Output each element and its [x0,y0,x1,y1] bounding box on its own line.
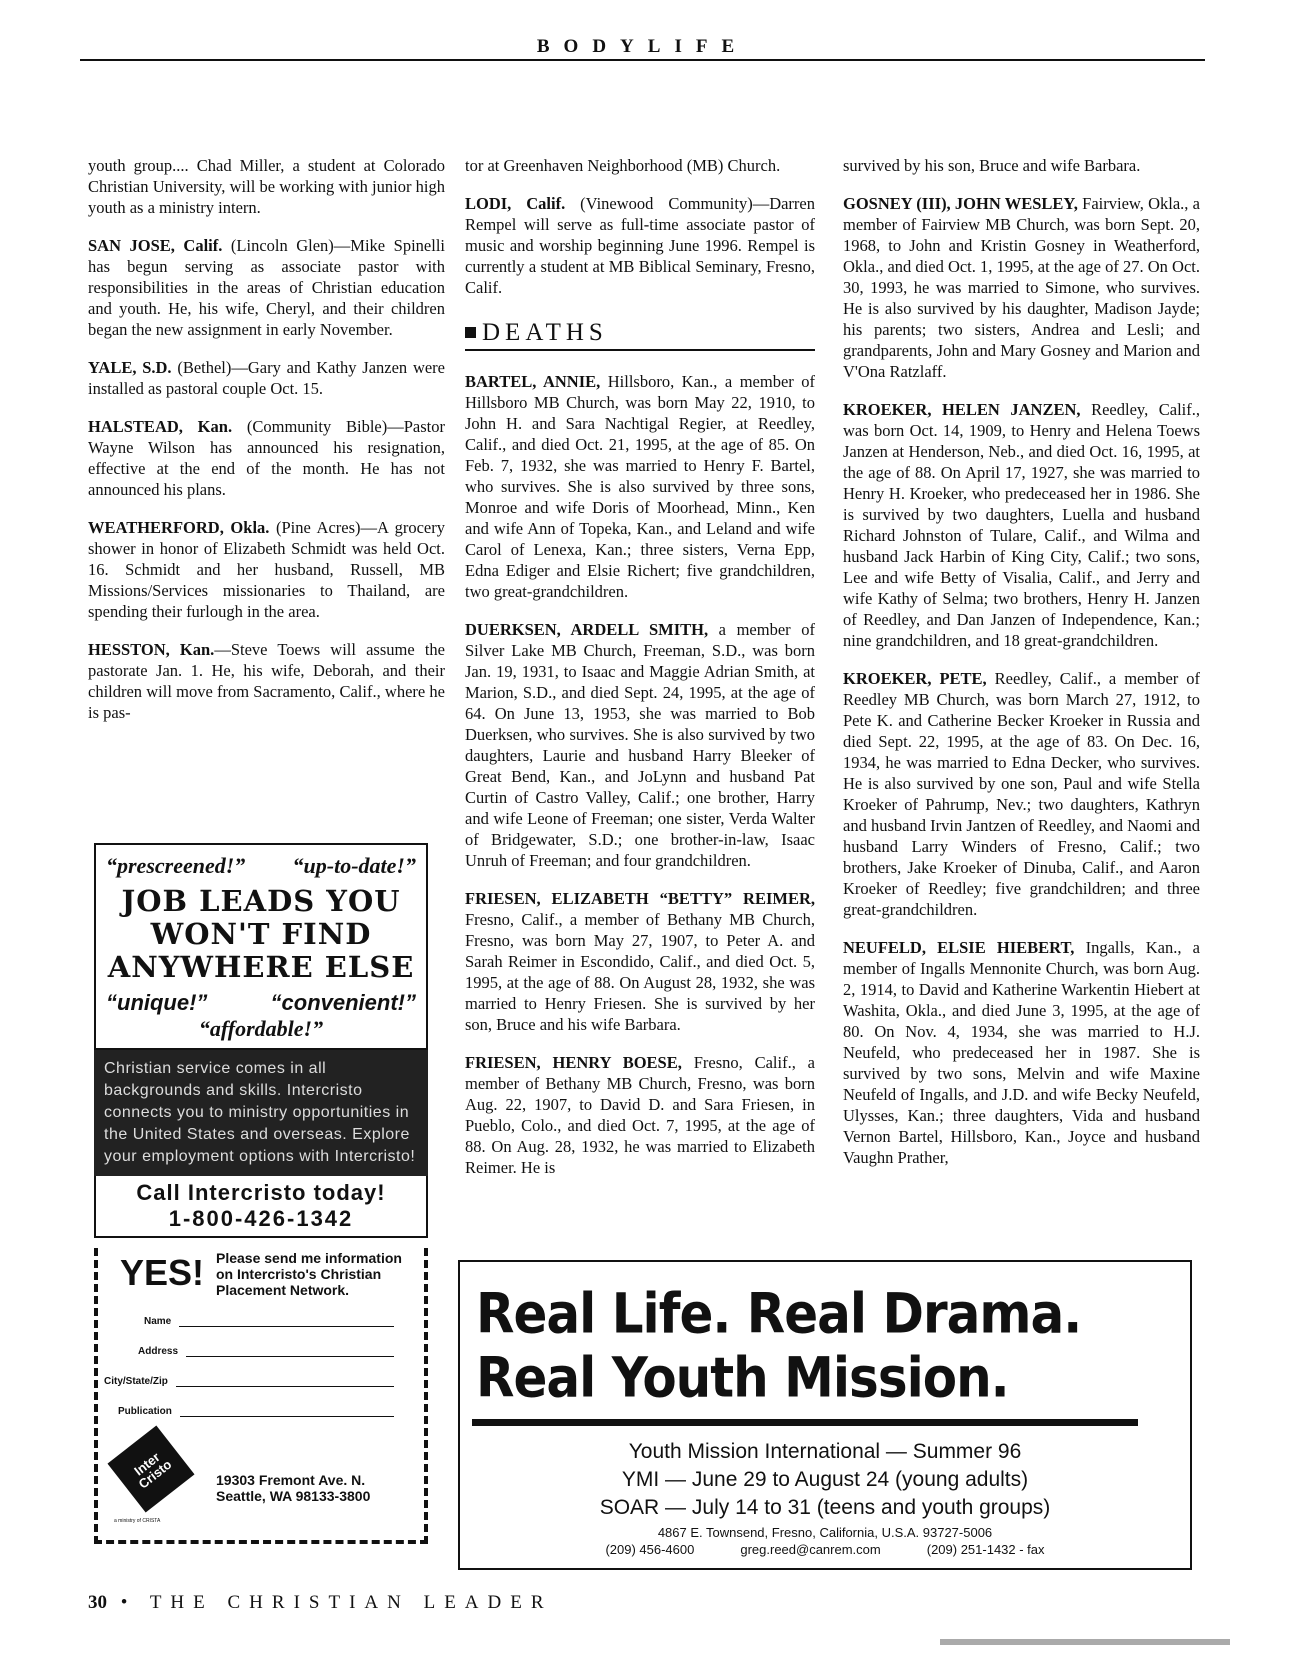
deaths-section-heading: DEATHS [465,322,815,351]
news-item: HALSTEAD, Kan. (Community Bible)—Pastor Wayne Wilson has announced his resignation, effective at the end of the month. He has not announced his plans. [88,417,445,499]
ad-quote: “up-to-date!” [292,853,416,878]
item-heading: LODI, Calif. [465,194,566,213]
column-2 [465,155,815,1195]
column-3 [843,155,1200,1185]
column-1 [88,155,445,740]
ministry-credit: a ministry of CRISTA [114,1518,161,1524]
intercristo-logo: Inter Cristo [107,1425,194,1512]
ad-headline-box [94,843,428,1050]
page-number: 30 [88,1592,107,1613]
scan-artifact-bar [940,1639,1230,1645]
obituary-name: KROEKER, PETE, [843,669,987,688]
coupon-field-address[interactable]: Address [104,1346,394,1357]
obituary: FRIESEN, ELIZABETH “BETTY” REIMER, Fresno, Calif., a member of Bethany MB Church, Fresno, was born May 27, 1907, to Peter A. and Sarah Reimer in Escondido, Calif., and died Oct. 5, 1995, at the age of 88. On August 28, 1932, she was married to Henry Friesen. She is survived by her son, Bruce and his wife Barbara. [465,889,815,1034]
ad-address: 19303 Fremont Ave. N. Seattle, WA 98133-3800 [216,1472,371,1504]
obituary: FRIESEN, HENRY BOESE, Fresno, Calif., a member of Bethany MB Church, Fresno, was born Aug. 22, 1907, to David D. and Sara Friesen, in Pueblo, Colo., and died Oct. 7, 1995, at the age of 88. On Aug. 28, 1932, he was married to Elizabeth Reimer. He is [465,1053,815,1177]
news-item: LODI, Calif. (Vinewood Community)—Darren Rempel will serve as full-time associate pastor of music and worship beginning June 1996. Rempel is currently a student at MB Biblical Seminary, Fresno, Calif. [465,194,815,297]
obituary: KROEKER, HELEN JANZEN, Reedley, Calif., was born Oct. 14, 1909, to Henry and Helena Toews Janzen at Henderson, Neb., and died Oct. 16, 1995, at the age of 88. On April 17, 1927, she was married to Henry H. Kroeker, who predeceased her in 1986. She is survived by two daughters, Luella and husband Richard Johnston of Tulare, Calif., and Wilma and husband Jack Harbin of King City, Calif.; two sons, Lee and wife Betty of Visalia, Calif., and Jerry and wife Kathy of Selma; two brothers, Henry H. Janzen of Reedley, and Dan Janzen of Independence, Kan.; nine grandchildren, and 18 great-grandchildren. [843,400,1201,650]
news-item: SAN JOSE, Calif. (Lincoln Glen)—Mike Spinelli has begun serving as associate pastor with responsibilities in the areas of Christian education and youth. He, his wife, Cheryl, and their children began the new assignment in early November. [88,236,445,339]
footer-bullet: • [120,1592,137,1613]
page-footer [88,1592,553,1614]
paragraph: survived by his son, Bruce and wife Barbara. [843,156,1141,175]
item-heading: WEATHERFORD, Okla. [88,518,270,537]
news-item: HESSTON, Kan.—Steve Toews will assume the pastorate Jan. 1. He, his wife, Deborah, and their children will move from Sacramento, Calif., where he is pas- [88,640,445,722]
item-heading: YALE, S.D. [88,358,172,377]
ad-body: Christian service comes in all backgrounds and skills. Intercristo connects you to ministry opportunities in the United States and overseas. Explore your employment options with Intercristo! [94,1050,428,1176]
obituary: GOSNEY (III), JOHN WESLEY, Fairview, Okla., a member of Fairview MB Church, was born Sept. 20, 1968, to John and Kristin Gosney in Weatherford, Okla., and died Oct. 1, 1995, at the age of 27. On Oct. 30, 1993, he was married to Simone, who survives. He is also survived by his daughter, Madison Jayde; his parents; two sisters, Andrea and Lesli; and grandparents, John and Mary Gosney and Marion and V'Ona Ratzlaff. [843,194,1200,381]
item-heading: HESSTON, Kan. [88,640,215,659]
running-header: BODYLIFE [536,36,749,57]
ymi-program-lines: Youth Mission International — Summer 96 YMI — June 29 to August 24 (young adults) SOAR — July 14 to 31 (teens and youth groups) [599,1440,1051,1519]
obituary-name: FRIESEN, ELIZABETH “BETTY” REIMER, [465,889,815,908]
ymi-ad [458,1260,1192,1570]
coupon-field-city[interactable]: City/State/Zip [104,1376,394,1387]
paragraph: youth group.... Chad Miller, a student at Colorado Christian University, will be working with junior high youth as a ministry intern. [88,156,445,217]
obituary-name: FRIESEN, HENRY BOESE, [465,1053,682,1072]
obituary-name: DUERKSEN, ARDELL SMITH, [465,620,709,639]
ymi-contact-info [460,1524,1190,1558]
ymi-headline: Real Life. Real Drama. Real Youth Mission. [476,1282,1082,1410]
ymi-address: 4867 E. Townsend, Fresno, California, U.S.A. 93727-5006 [657,1525,993,1540]
ad-quote: “unique!” [106,990,208,1015]
ad-quote: “affordable!” [198,1016,324,1041]
news-item: YALE, S.D. (Bethel)—Gary and Kathy Janzen were installed as pastoral couple Oct. 15. [88,358,446,398]
ymi-email: greg.reed@canrem.com [740,1542,881,1557]
obituary-name: GOSNEY (III), JOHN WESLEY, [843,194,1078,213]
item-heading: HALSTEAD, Kan. [88,417,233,436]
ymi-fax: (209) 251-1432 - fax [926,1542,1045,1557]
ymi-rule [472,1419,1138,1426]
paragraph: tor at Greenhaven Neighborhood (MB) Church. [465,156,781,175]
obituary: BARTEL, ANNIE, Hillsboro, Kan., a member of Hillsboro MB Church, was born May 22, 1910, to John H. and Sara Nachtigal Regier, at Reedley, Calif., and died Oct. 21, 1995, at the age of 85. On Feb. 7, 1932, she was married to Henry F. Bartel, who survives. She is also survived by three sons, Monroe and wife Doris of Moorhead, Minn., Ken and wife Ann of Topeka, Kan., and Leland and wife Carol of Lenexa, Kan.; three sisters, Verna Epp, Edna Ediger and Elsie Richert; five grandchildren, two great-grandchildren. [465,372,815,601]
obituary: DUERKSEN, ARDELL SMITH, a member of Silver Lake MB Church, Freeman, S.D., was born Jan. 19, 1931, to Isaac and Maggie Adrian Smith, at Marion, S.D., and died Sept. 24, 1995, at the age of 64. On June 13, 1953, she was married to Bob Duerksen, who survives. She is also survived by two daughters, Laurie and husband Harry Bleeker of Great Bend, Kan., and JoLynn and husband Pat Curtin of Castro Valley, Calif.; one brother, Harry and wife Leone of Freeman; one sister, Verda Walter of Bridgewater, S.D.; one brother-in-law, Isaac Unruh of Freeman; and four grandchildren. [465,620,815,870]
ad-call-text: Call Intercristo today! [136,1180,386,1205]
obituary: KROEKER, PETE, Reedley, Calif., a member of Reedley MB Church, was born March 27, 1912, to Pete K. and Catherine Becker Kroeker in Russia and died Sept. 22, 1995, at the age of 83. On Dec. 16, 1934, he was married to Edna Decker, who survives. He is also survived by one son, Paul and wife Stella Kroeker of Pahrump, Nev.; two daughters, Kathryn and husband Irvin Jantzen of Reedley, and Naomi and husband Larry Winders of Fresno, Calif.; two brothers, Jake Kroeker of Dinuba, Calif., and Aaron Kroeker of Reedley; five grandchildren; and three great-grandchildren. [843,669,1200,919]
obituary-name: KROEKER, HELEN JANZEN, [843,400,1081,419]
ad-headline: JOB LEADS YOU WON'T FIND ANYWHERE ELSE [107,884,415,984]
obituary-name: BARTEL, ANNIE, [465,372,601,391]
ymi-phone: (209) 456-4600 [605,1542,695,1557]
item-heading: SAN JOSE, Calif. [88,236,223,255]
coupon-field-name[interactable]: Name [104,1316,394,1327]
coupon-yes: YES! [120,1252,205,1293]
square-bullet-icon [465,327,476,338]
news-item: WEATHERFORD, Okla. (Pine Acres)—A grocery shower in honor of Elizabeth Schmidt was held Oct. 16. Schmidt and her husband, Russell, MB Missions/Services missionaries to Thailand, are spending their furlough in the area. [88,518,445,621]
ad-coupon [94,1248,428,1544]
intercristo-ad [94,843,428,1524]
obituary: NEUFELD, ELSIE HIEBERT, Ingalls, Kan., a member of Ingalls Mennonite Church, was born Aug. 2, 1914, to David and Katherine Warkentin Hiebert at Washita, Okla., and died June 3, 1995, at the age of 80. On Nov. 4, 1934, she was married to H.J. Neufeld, who predeceased her in 1987. She is survived by two sons, Melvin and wife Maxine Neufeld of Ingalls, and J.D. and wife Becky Neufeld, Ulysses, Kan.; three daughters, Vida and husband Vernon Bartel, Hillsboro, Kan., Joyce and husband Vaughn Prather, [843,938,1200,1167]
coupon-field-publication[interactable]: Publication [104,1406,394,1417]
publication-name: THE CHRISTIAN LEADER [149,1592,553,1613]
ad-phone: 1-800-426-1342 [168,1206,354,1231]
ad-call-box [94,1176,428,1238]
obituary-name: NEUFELD, ELSIE HIEBERT, [843,938,1075,957]
ad-quote: “convenient!” [270,990,416,1015]
header-rule [80,59,1205,61]
ad-quote: “prescreened!” [106,853,246,878]
coupon-request-text: Please send me information on Intercristo's Christian Placement Network. [216,1250,402,1298]
